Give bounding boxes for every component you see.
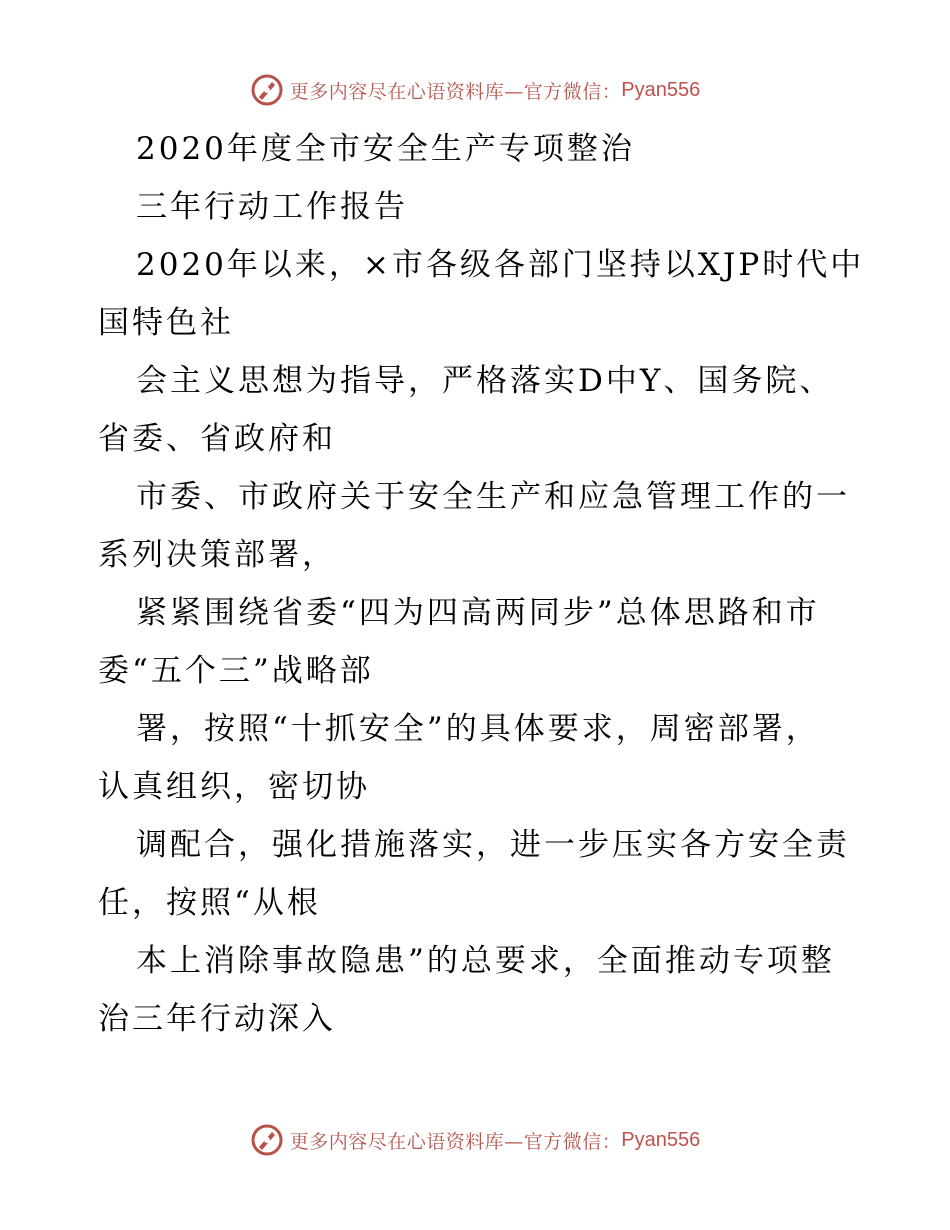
doc-line: 会主义思想为指导，严格落实D中Y、国务院、 [136,363,834,399]
doc-line: 国特色社 [98,305,234,341]
watermark-wechat-id: Pyan556 [621,78,701,101]
doc-line: 市委、市政府关于安全生产和应急管理工作的一 [136,479,850,515]
doc-line: 紧紧围绕省委“四为四高两同步”总体思路和市 [136,595,820,631]
doc-line: 省委、省政府和 [98,421,336,457]
doc-line: 三年行动工作报告 [136,189,408,225]
watermark-wechat-id: Pyan556 [621,1128,701,1151]
footer-watermark [0,1118,950,1162]
doc-line: 委“五个三”战略部 [98,653,374,689]
header-watermark [0,68,950,112]
doc-line: 系列决策部署， [98,537,336,573]
document-body [98,120,865,1048]
red-pen-circle-logo-icon [250,73,284,107]
doc-line: 本上消除事故隐患”的总要求，全面推动专项整 [136,943,835,979]
doc-line: 任，按照“从根 [98,885,321,921]
doc-line: 治三年行动深入 [98,1001,336,1037]
doc-line: 2020年以来，×市各级各部门坚持以XJP时代中 [136,247,865,283]
watermark-site-text: 更多内容尽在心语资料库—官方微信： [289,1130,622,1153]
doc-line: 2020年度全市安全生产专项整治 [136,131,635,167]
watermark-site-text: 更多内容尽在心语资料库—官方微信： [289,80,622,103]
doc-line: 署，按照“十抓安全”的具体要求，周密部署， [136,711,820,747]
doc-line: 调配合，强化措施落实，进一步压实各方安全责 [136,827,850,863]
doc-line: 认真组织，密切协 [98,769,370,805]
red-pen-circle-logo-icon [250,1123,284,1157]
